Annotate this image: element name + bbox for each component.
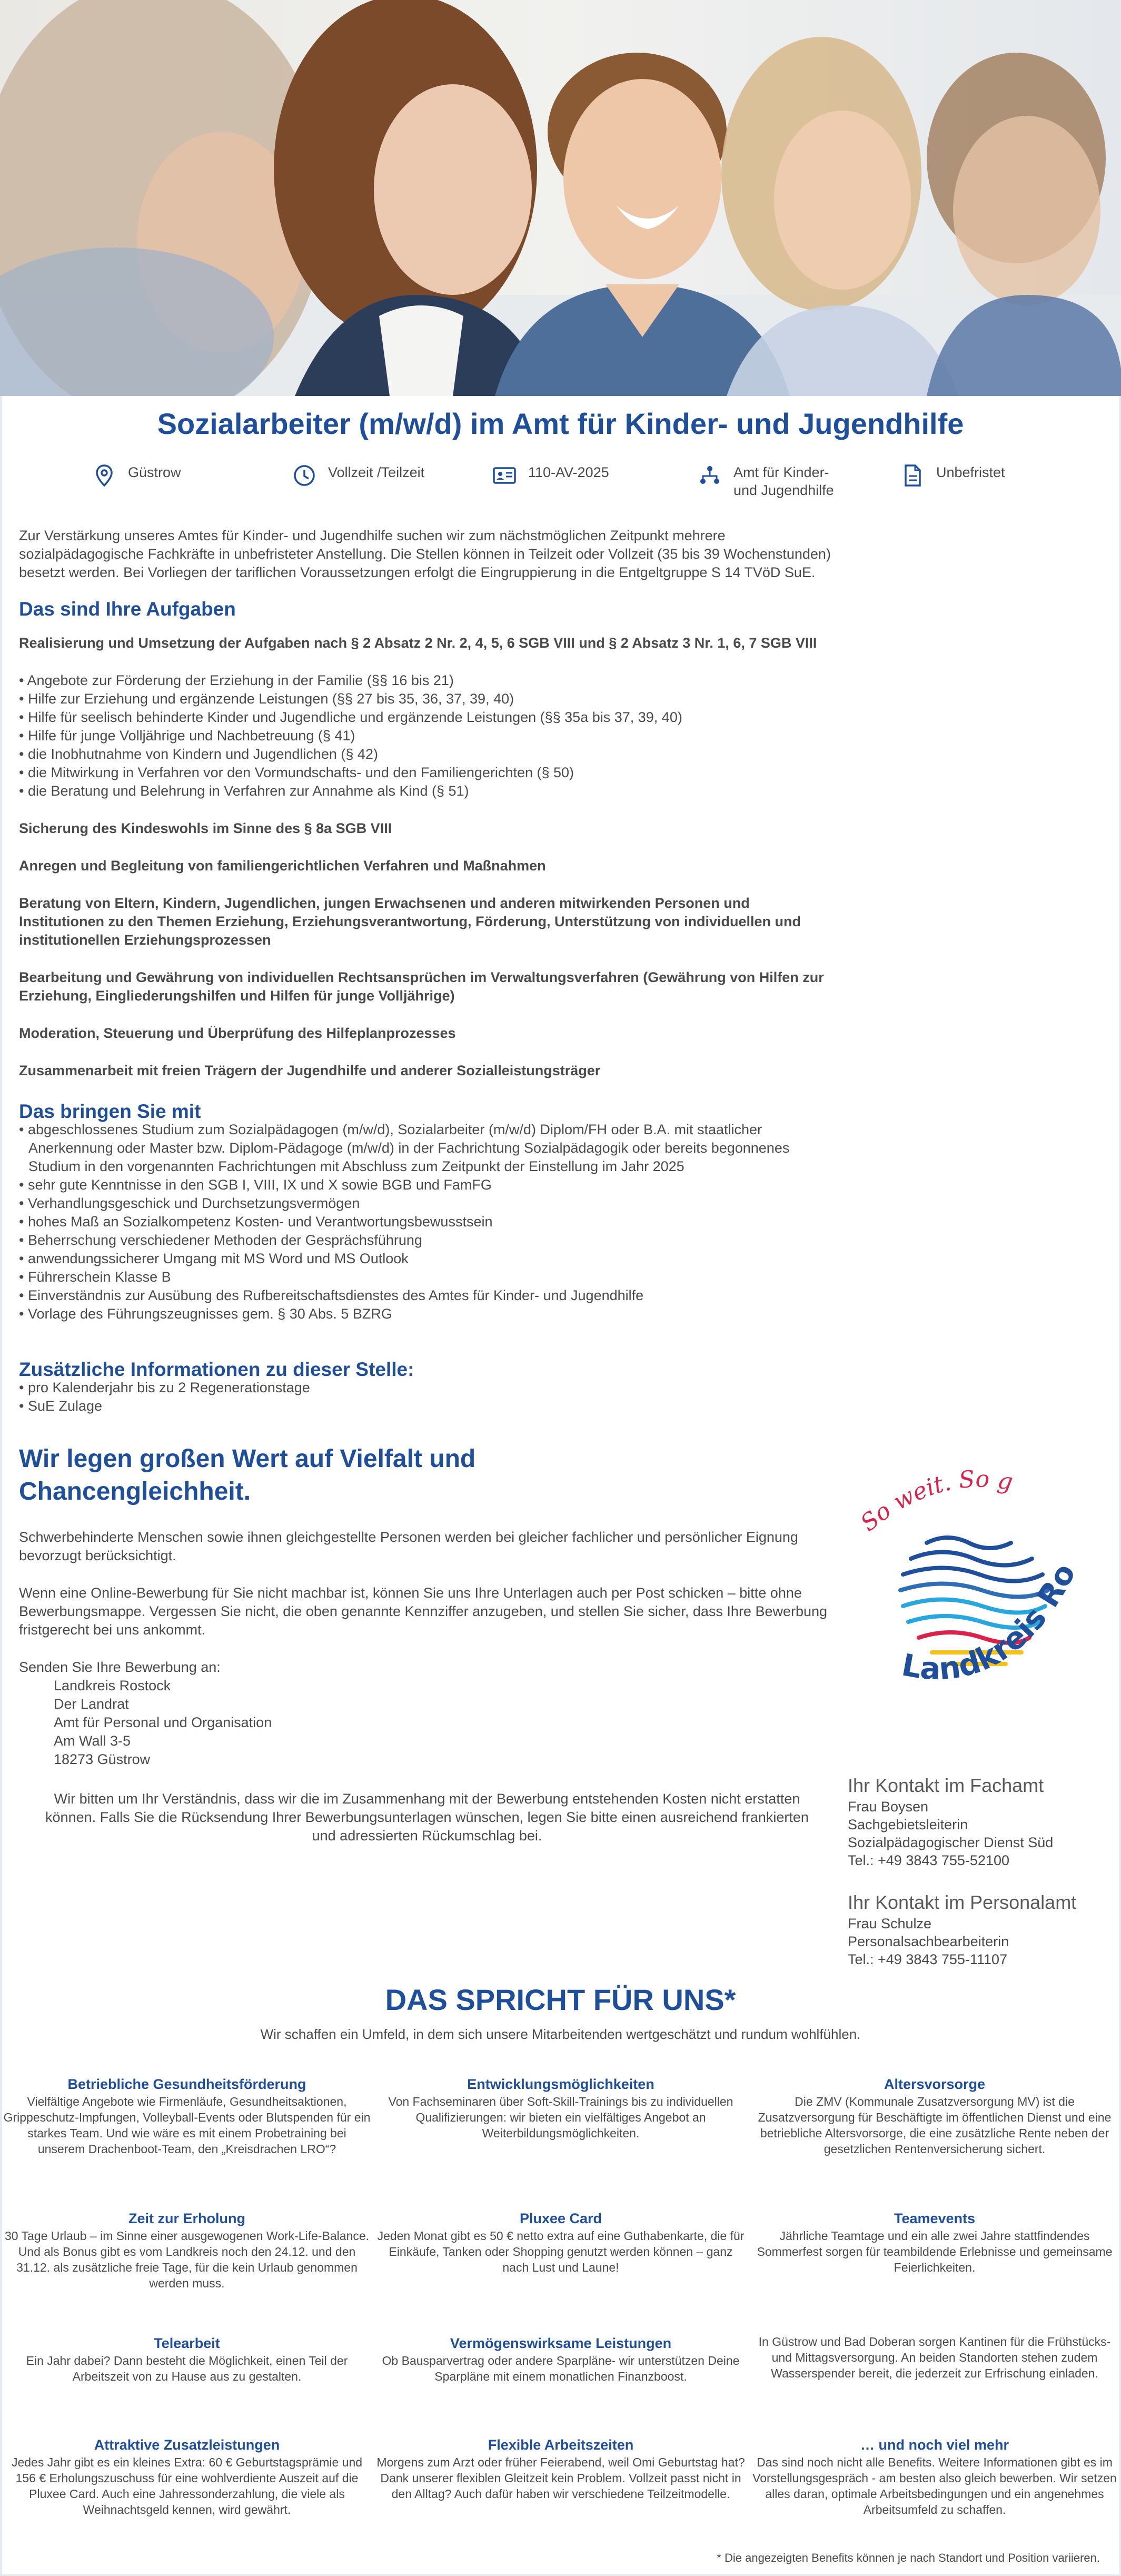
list-item: • abgeschlossenes Studium zum Sozialpädagogen (m/w/d), Sozialarbeiter (m/w/d) Diplom/FH oder B.A. mit staatlicher Anerkennung oder Master bzw. Diplom-Pädagoge (m/w/d) in der Fachrichtung Sozialpädagogik oder bereits begonnenes Studium in den vorgenannten Fachrichtungen mit Abschluss zum Zeitpunkt der Einstellung im Jahr 2025 xyxy=(19,1121,835,1176)
list-item: • Hilfe für seelisch behinderte Kinder und Jugendliche und ergänzende Leistungen (§§ 35a bis 37, 39, 40) xyxy=(19,708,835,727)
job-facts-row xyxy=(0,463,1121,506)
address-line: 18273 Güstrow xyxy=(54,1751,151,1767)
contact-department xyxy=(848,1774,1095,1869)
intro-text: Zur Verstärkung unseres Amtes für Kinder- und Jugendhilfe suchen wir zum nächstmöglichen Zeitpunkt mehrere sozialpädagogische Fachkräfte in unbefristeter Anstellung. Die Stellen können in Teilzeit oder Vollzeit (35 bis 39 Wochenstunden) besetzt werden. Bei Vorliegen der tariflichen Voraussetzungen erfolgt die Eingruppierung in die Entgeltgruppe S 14 TVöD SuE. xyxy=(19,528,831,580)
benefit-canteen xyxy=(750,2334,1119,2381)
benefit-title: Entwicklungsmöglichkeiten xyxy=(467,2076,654,2092)
requirements-list xyxy=(19,1121,835,1323)
benefit-extras xyxy=(3,2435,371,2518)
send-to-label: Senden Sie Ihre Bewerbung an: xyxy=(19,1659,221,1675)
document-icon xyxy=(900,463,925,488)
job-title: Sozialarbeiter (m/w/d) im Amt für Kinder- und Jugendhilfe xyxy=(157,407,964,440)
benefit-title: Attraktive Zusatzleistungen xyxy=(94,2437,280,2453)
logo-slogan-text: So weit. So g xyxy=(856,1465,1015,1537)
contact-personnel xyxy=(848,1890,1095,1968)
benefit-text: Morgens zum Arzt oder früher Feierabend, weil Omi Geburtstag hat? Dank unserer flexiblen Gleitzeit kein Problem. Vollzeit passt nicht in den Alltag? Auch dafür haben wir verschiedene Teilzeitmodelle. xyxy=(376,2455,745,2501)
task-paragraph: Bearbeitung und Gewährung von individuellen Rechtsansprüchen im Verwaltungsverfahren (Gewährung von Hilfen zur Erziehung, Eingliederungshilfen und Hilfen für junge Volljährige) xyxy=(19,969,824,1004)
contact-heading: Ihr Kontakt im Personalamt xyxy=(848,1891,1077,1913)
postal-application-text: Wenn eine Online-Bewerbung für Sie nicht machbar ist, können Sie uns Ihre Unterlagen auch per Post schicken – bitte ohne Bewerbungsmappe. Vergessen Sie nicht, die oben genannte Kennziffer anzugeben, und stellen Sie sicher, dass Ihre Bewerbung fristgerecht bei uns ankommt. xyxy=(19,1585,828,1638)
fact-department xyxy=(698,463,834,499)
list-item: • die Beratung und Belehrung in Verfahren zur Annahme als Kind (§ 51) xyxy=(19,782,835,800)
list-item: • hohes Maß an Sozialkompetenz Kosten- und Verantwortungsbewusstsein xyxy=(19,1213,835,1231)
benefit-telework xyxy=(3,2334,371,2384)
list-item: • Angebote zur Förderung der Erziehung in der Familie (§§ 16 bis 21) xyxy=(19,671,835,690)
benefit-text: Die ZMV (Kommunale Zusatzversorgung MV) ist die Zusatzversorgung für Beschäftigte im öffentlichen Dienst und eine betriebliche Altersvorsorge, die eine zusätzliche Rente neben der gesetzlichen Rentenversicherung sichert. xyxy=(758,2095,1112,2156)
contact-line: Sozialpädagogischer Dienst Süd xyxy=(848,1835,1054,1850)
list-item: • Hilfe zur Erziehung und ergänzende Leistungen (§§ 27 bis 35, 36, 37, 39, 40) xyxy=(19,690,835,708)
clock-icon xyxy=(292,463,316,488)
list-item: • SuE Zulage xyxy=(19,1397,835,1415)
fact-employment xyxy=(292,463,424,488)
benefit-text: In Güstrow und Bad Doberan sorgen Kantinen für die Frühstücks- und Mittagsversorgung. An beiden Standorten stehen zudem Wasserspender bereit, die jederzeit zur Erfrischung einladen. xyxy=(758,2335,1111,2380)
fact-reference-label: 110-AV-2025 xyxy=(528,464,609,480)
benefit-title: Pluxee Card xyxy=(519,2211,602,2226)
landkreis-rostock-logo xyxy=(853,1453,1106,1727)
benefits-subtitle: Wir schaffen ein Umfeld, in dem sich unsere Mitarbeitenden wertgeschätzt und rundum wohlfühlen. xyxy=(260,2026,861,2042)
fact-contract xyxy=(900,463,1005,488)
logo-name-text: Landkreis Ro xyxy=(899,1558,1083,1687)
tasks-heading: Das sind Ihre Aufgaben xyxy=(19,598,236,620)
benefit-pension xyxy=(750,2075,1119,2157)
benefit-text: Ob Bausparvertrag oder andere Sparpläne- wir unterstützen Deine Sparpläne mit einem monatlichen Finanzboost. xyxy=(382,2354,740,2383)
list-item: • Vorlage des Führungszeugnisses gem. § 30 Abs. 5 BZRG xyxy=(19,1305,835,1323)
benefit-text: Das sind noch nicht alle Benefits. Weitere Informationen gibt es im Vorstellungsgespräch - am besten also gleich bewerben. Wir setzen alles daran, optimale Arbeitsbedingungen und ein angenehmes Arbeitsumfeld zu schaffen. xyxy=(752,2455,1117,2516)
costs-notice: Wir bitten um Ihr Verständnis, dass wir die im Zusammenhang mit der Bewerbung entstehenden Kosten nicht erstatten können. Falls Sie die Rücksendung Ihrer Bewerbungsunterlagen wünschen, legen Sie bitte einen ausreichend frankierten und adressierten Rückumschlag bei. xyxy=(45,1791,809,1844)
benefit-text: Jeden Monat gibt es 50 € netto extra auf eine Guthabenkarte, die für Einkäufe, Tanken oder Shopping genutzt werden können – ganz nach Lust und Laune! xyxy=(377,2229,745,2274)
list-item: • die Inobhutnahme von Kindern und Jugendlichen (§ 42) xyxy=(19,745,835,764)
location-pin-icon xyxy=(92,463,116,488)
contact-line: Personalsachbearbeiterin xyxy=(848,1934,1009,1949)
benefit-title: Zeit zur Erholung xyxy=(128,2211,245,2226)
benefit-title: Teamevents xyxy=(894,2211,976,2226)
address-line: Der Landrat xyxy=(54,1696,129,1712)
task-paragraph: Anregen und Begleitung von familiengerichtlichen Verfahren und Maßnahmen xyxy=(19,858,546,874)
benefit-title: Betriebliche Gesundheitsförderung xyxy=(67,2076,306,2092)
contact-heading: Ihr Kontakt im Fachamt xyxy=(848,1775,1044,1796)
benefit-title: … und noch viel mehr xyxy=(860,2437,1009,2453)
benefit-text: Ein Jahr dabei? Dann besteht die Möglichkeit, einen Teil der Arbeitszeit von zu Hause aus zu gestalten. xyxy=(26,2354,348,2383)
diversity-text: Schwerbehinderte Menschen sowie ihnen gleichgestellte Personen werden bei gleicher fachlicher und persönlicher Eignung bevorzugt berücksichtigt. xyxy=(19,1529,798,1563)
tasks-lead: Realisierung und Umsetzung der Aufgaben nach § 2 Absatz 2 Nr. 2, 4, 5, 6 SGB VIII und § 2 Absatz 3 Nr. 1, 6, 7 SGB VIII xyxy=(19,635,817,651)
list-item: • pro Kalenderjahr bis zu 2 Regenerationstage xyxy=(19,1379,835,1397)
list-item: • Verhandlungsgeschick und Durchsetzungsvermögen xyxy=(19,1194,835,1213)
fact-contract-label: Unbefristet xyxy=(936,464,1005,480)
contact-line: Sachgebietsleiterin xyxy=(848,1817,968,1832)
benefits-footnote: * Die angezeigten Benefits können je nach Standort und Position variieren. xyxy=(717,2551,1100,2564)
additional-heading: Zusätzliche Informationen zu dieser Stelle: xyxy=(19,1359,414,1380)
task-paragraph: Sicherung des Kindeswohls im Sinne des § 8a SGB VIII xyxy=(19,820,392,836)
requirements-heading: Das bringen Sie mit xyxy=(19,1101,201,1122)
list-item: • Führerschein Klasse B xyxy=(19,1268,835,1286)
list-item: • Beherrschung verschiedener Methoden der Gesprächsführung xyxy=(19,1231,835,1250)
org-chart-icon xyxy=(698,463,722,488)
benefit-text: Jährliche Teamtage und ein alle zwei Jahre stattfindendes Sommerfest sorgen für teambildende Erlebnisse und gemeinsame Feierlichkeiten. xyxy=(757,2229,1113,2274)
address-line: Landkreis Rostock xyxy=(54,1678,171,1693)
benefit-pluxee xyxy=(376,2209,745,2275)
address-line: Amt für Personal und Organisation xyxy=(54,1715,272,1730)
address-line: Am Wall 3-5 xyxy=(54,1733,131,1749)
fact-location xyxy=(92,463,181,488)
benefits-title: DAS SPRICHT FÜR UNS* xyxy=(385,1983,736,2016)
benefit-teamevents xyxy=(750,2209,1119,2275)
benefit-title: Flexible Arbeitszeiten xyxy=(488,2437,634,2453)
task-paragraph: Beratung von Eltern, Kindern, Jugendlichen, jungen Erwachsenen und anderen mitwirkenden Personen und Institutionen zu den Themen Erziehung, Erziehungsverantwortung, Förderung, Unterstützung von individuellen und institutionellen Erziehungsprozessen xyxy=(19,895,801,948)
list-item: • anwendungssicherer Umgang mit MS Word und MS Outlook xyxy=(19,1250,835,1268)
benefit-vacation xyxy=(3,2209,371,2291)
hero-photo xyxy=(0,0,1121,396)
fact-department-label: Amt für Kinder- und Jugendhilfe xyxy=(733,464,834,498)
fact-location-label: Güstrow xyxy=(128,464,181,480)
list-item: • Hilfe für junge Volljährige und Nachbetreuung (§ 41) xyxy=(19,727,835,745)
contact-line: Frau Schulze xyxy=(848,1916,932,1931)
benefit-title: Telearbeit xyxy=(154,2335,220,2351)
fact-reference xyxy=(492,463,609,488)
contact-line: Frau Boysen xyxy=(848,1799,929,1815)
benefit-title: Altersvorsorge xyxy=(884,2076,986,2092)
list-item: • die Mitwirkung in Verfahren vor den Vormundschafts- und den Familiengerichten (§ 50) xyxy=(19,764,835,782)
postal-address xyxy=(19,1677,835,1769)
task-paragraph: Moderation, Steuerung und Überprüfung des Hilfeplanprozesses xyxy=(19,1025,456,1041)
benefit-text: Vielfältige Angebote wie Firmenläufe, Gesundheitsaktionen, Grippeschutz-Impfungen, Volleyball-Events oder Blutspenden für ein starkes Team. Und wie wäre es mit einem Probetraining bei unserem Drachenboot-Team, den „Kreisdrachen LRO“? xyxy=(3,2095,371,2156)
benefit-health xyxy=(3,2075,371,2157)
task-paragraph: Zusammenarbeit mit freien Trägern der Jugendhilfe und anderer Sozialleistungsträger xyxy=(19,1063,601,1078)
fact-employment-label: Vollzeit /Teilzeit xyxy=(328,464,425,480)
benefit-development xyxy=(376,2075,745,2141)
list-item: • Einverständnis zur Ausübung des Rufbereitschaftsdienstes des Amtes für Kinder- und Jugendhilfe xyxy=(19,1286,835,1305)
benefit-text: Von Fachseminaren über Soft-Skill-Trainings bis zu individuellen Qualifizierungen: wir bieten ein vielfältiges Angebot an Weiterbildungsmöglichkeiten. xyxy=(388,2095,733,2140)
id-card-icon xyxy=(492,463,517,488)
benefit-savings xyxy=(376,2334,745,2384)
benefit-text: Jedes Jahr gibt es ein kleines Extra: 60 € Geburtstagsprämie und 156 € Erholungszuschuss für eine wohlverdiente Auszeit auf die Pluxee Card. Auch eine Jahressonderzahlung, die viele als Weihnachtsgeld kennen, wird gewährt. xyxy=(11,2455,363,2516)
benefit-flextime xyxy=(376,2435,745,2502)
contact-phone[interactable]: Tel.: +49 3843 755-11107 xyxy=(848,1951,1007,1967)
contact-phone[interactable]: Tel.: +49 3843 755-52100 xyxy=(848,1852,1010,1868)
benefit-title: Vermögenswirksame Leistungen xyxy=(450,2335,672,2351)
diversity-heading: Wir legen großen Wert auf Vielfalt und Chancengleichheit. xyxy=(19,1445,476,1505)
additional-list xyxy=(19,1379,835,1415)
tasks-list xyxy=(19,671,835,800)
benefit-text: 30 Tage Urlaub – im Sinne einer ausgewogenen Work-Life-Balance. Und als Bonus gibt es vom Landkreis noch den 24.12. und den 31.12. als zusätzliche freie Tage, für die kein Urlaub genommen werden muss. xyxy=(4,2229,370,2290)
list-item: • sehr gute Kenntnisse in den SGB I, VIII, IX und X sowie BGB und FamFG xyxy=(19,1176,835,1194)
job-description xyxy=(19,527,835,1845)
benefit-more xyxy=(750,2435,1119,2518)
logo-slogan xyxy=(853,1453,1015,1537)
